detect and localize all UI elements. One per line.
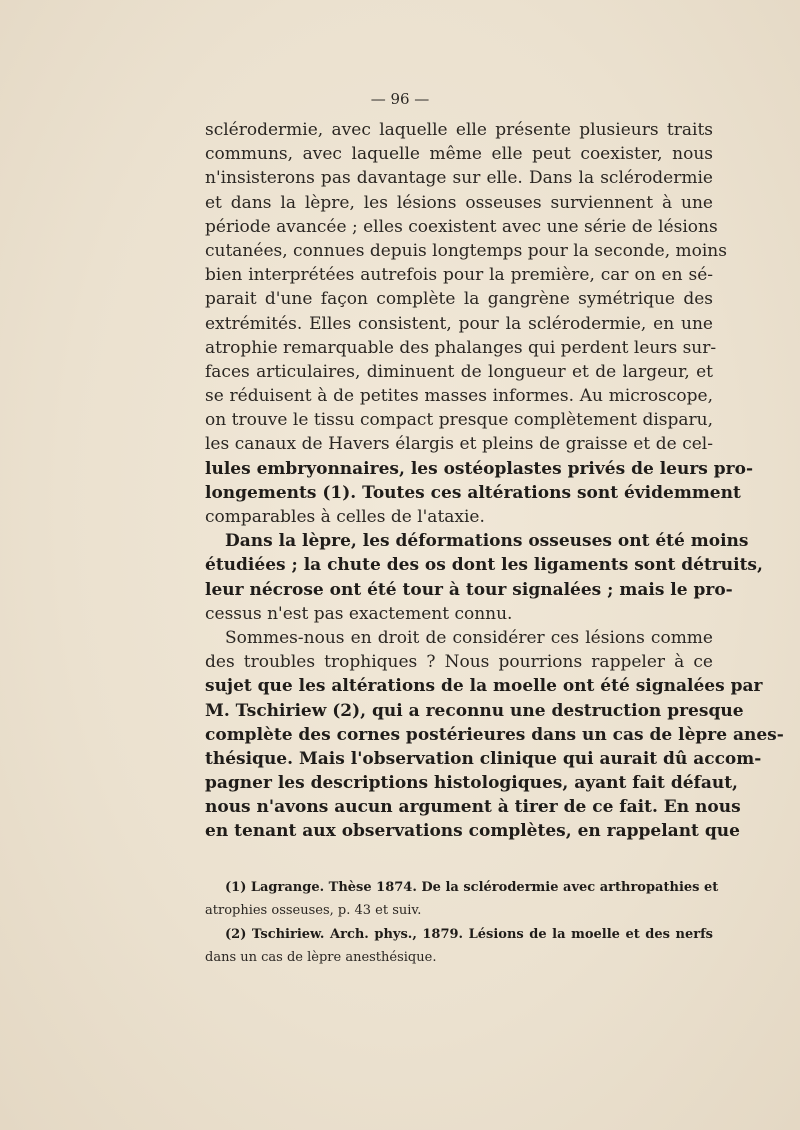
text-line: parait d'une façon complète la gangrène symétrique des [205,289,713,310]
text-line: pagner les descriptions histologiques, ayant fait défaut, [205,773,738,794]
text-line: Dans la lèpre, les déformations osseuses ont été moins [225,531,749,552]
text-line: Sommes-nous en droit de considérer ces lésions comme [225,627,713,648]
text-line: extrémités. Elles consistent, pour la sclérodermie, en une [205,313,713,334]
text-line: et dans la lèpre, les lésions osseuses surviennent à une [205,192,713,213]
text-line: se réduisent à de petites masses informes. Au microscope, [205,386,713,407]
footnote-line: atrophies osseuses, p. 43 et suiv. [205,903,422,919]
text-line: bien interprétées autrefois pour la première, car on en sé- [205,265,713,286]
text-line: les canaux de Havers élargis et pleins de graisse et de cel- [205,434,713,455]
text-line: sclérodermie, avec laquelle elle présente plusieurs traits [205,120,713,140]
text-line: communs, avec laquelle même elle peut coexister, nous [205,144,713,165]
text-line: atrophie remarquable des phalanges qui perdent leurs sur- [205,337,717,358]
text-line: des troubles trophiques ? Nous pourrions rappeler à ce [205,652,713,673]
body-text [205,118,784,844]
text-line: période avancée ; elles coexistent avec une série de lésions [205,216,718,237]
page-number: — 96 — [370,90,430,108]
text-line: en tenant aux observations complètes, en rappelant que [205,821,740,842]
text-line: lules embryonnaires, les ostéoplastes privés de leurs pro- [205,458,754,479]
text-line: sujet que les altérations de la moelle ont été signalées par [205,676,763,697]
text-line: complète des cornes postérieures dans un cas de lèpre anes- [205,724,784,745]
text-line: comparables à celles de l'ataxie. [205,507,485,527]
text-line: cutanées, connues depuis longtemps pour la seconde, moins [205,240,727,261]
text-line: nous n'avons aucun argument à tirer de ce fait. En nous [205,797,741,818]
text-line: leur nécrose ont été tour à tour signalées ; mais le pro- [205,579,733,600]
footnote-line: dans un cas de lèpre anesthésique. [205,949,437,965]
text-line: longements (1). Toutes ces altérations sont évidemment [205,482,741,503]
footnote-line: (2) Tschiriew. Arch. phys., 1879. Lésions de la moelle et des nerfs [225,926,713,942]
text-line: thésique. Mais l'observation clinique qui aurait dû accom- [205,748,762,769]
footnote-line: (1) Lagrange. Thèse 1874. De la sclérodermie avec arthropathies et [225,880,719,895]
text-line: faces articulaires, diminuent de longueur et de largeur, et [205,361,713,382]
text-line: cessus n'est pas exactement connu. [205,603,513,624]
text-line: étudiées ; la chute des os dont les ligaments sont détruits, [205,555,763,576]
text-line: on trouve le tissu compact presque complètement disparu, [205,410,713,431]
footnotes [205,876,719,969]
text-line: M. Tschiriew (2), qui a reconnu une destruction presque [205,700,744,721]
text-line: n'insisterons pas davantage sur elle. Dans la sclérodermie [205,168,713,189]
